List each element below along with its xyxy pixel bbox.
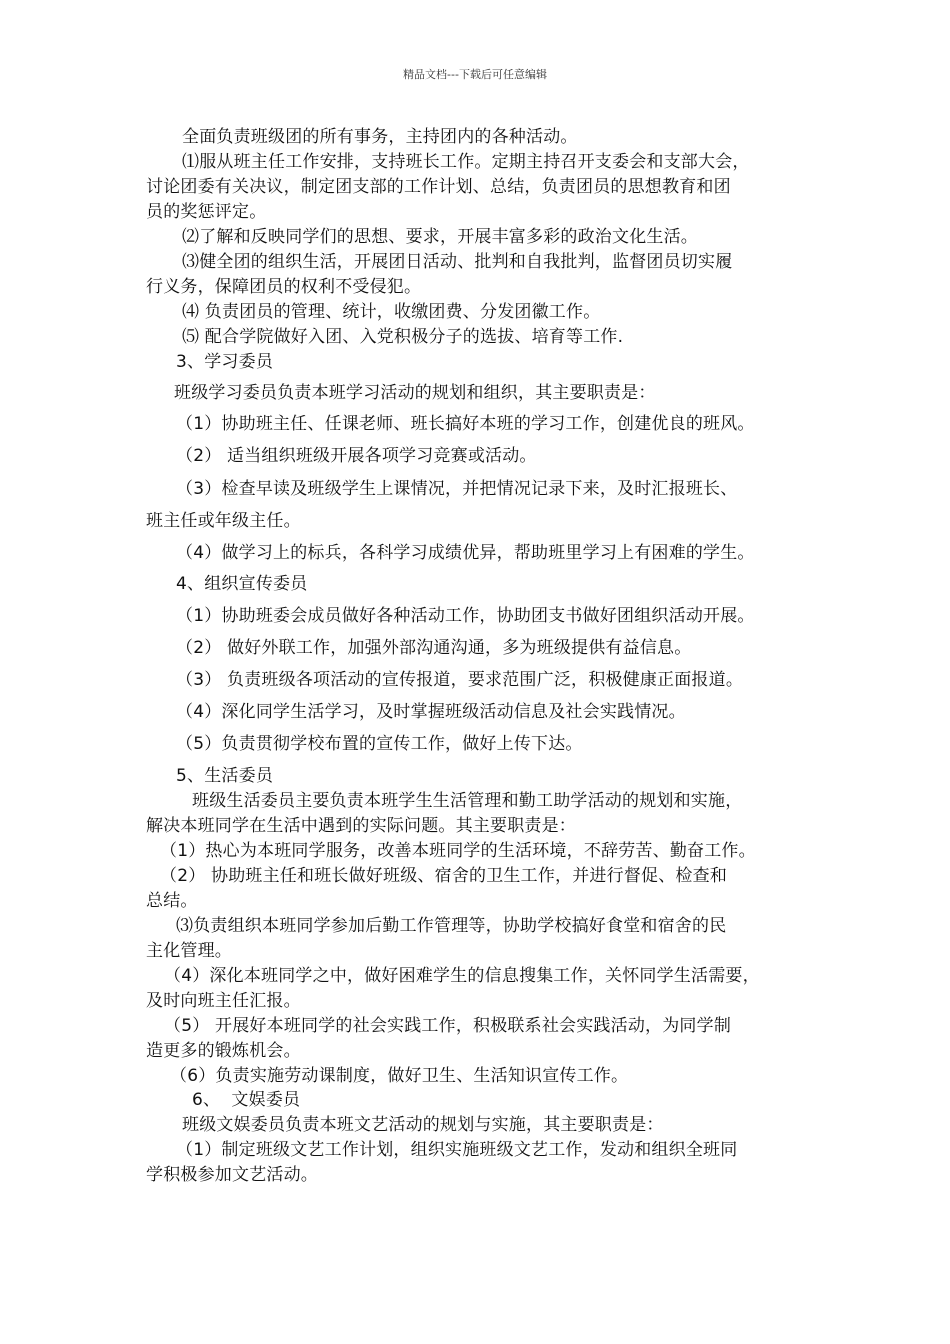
paragraph-line: 学积极参加文艺活动。 <box>146 1165 318 1185</box>
paragraph-line: （2） 协助班主任和班长做好班级、宿舍的卫生工作，并进行督促、检查和 <box>160 866 728 886</box>
paragraph-line: （5） 开展好本班同学的社会实践工作，积极联系社会实践活动，为同学制 <box>164 1016 732 1036</box>
paragraph-line: （1）协助班委会成员做好各种活动工作，协助团支书做好团组织活动开展。 <box>176 606 755 626</box>
paragraph-line: （5）负责贯彻学校布置的宣传工作，做好上传下达。 <box>176 734 583 754</box>
section-heading: 5、生活委员 <box>176 766 274 786</box>
paragraph-line: （1）协助班主任、任课老师、班长搞好本班的学习工作，创建优良的班风。 <box>176 414 755 434</box>
paragraph-line: ⑶健全团的组织生活，开展团日活动、批判和自我批判，监督团员切实履 <box>182 252 733 272</box>
paragraph-line: ⑸ 配合学院做好入团、入党积极分子的选拔、培育等工作. <box>182 327 624 347</box>
paragraph-line: 总结。 <box>146 891 198 911</box>
paragraph-line: 全面负责班级团的所有事务，主持团内的各种活动。 <box>182 127 578 147</box>
paragraph-line: 解决本班同学在生活中遇到的实际问题。其主要职责是： <box>146 816 576 836</box>
paragraph-line: （1）制定班级文艺工作计划，组织实施班级文艺工作，发动和组织全班同 <box>176 1140 738 1160</box>
paragraph-line: 班级学习委员负责本班学习活动的规划和组织，其主要职责是： <box>174 383 656 403</box>
paragraph-line: （4）深化同学生活学习，及时掌握班级活动信息及社会实践情况。 <box>176 702 686 722</box>
section-heading: 3、学习委员 <box>176 352 274 372</box>
paragraph-line: ⑴服从班主任工作安排，支持班长工作。定期主持召开支委会和支部大会， <box>182 152 750 172</box>
paragraph-line: ⑶负责组织本班同学参加后勤工作管理等，协助学校搞好食堂和宿舍的民 <box>176 916 727 936</box>
paragraph-line: （1）热心为本班同学服务，改善本班同学的生活环境，不辞劳苦、勤奋工作。 <box>160 841 756 861</box>
paragraph-line: 主化管理。 <box>146 941 232 961</box>
paragraph-line: 班级文娱委员负责本班文艺活动的规划与实施，其主要职责是： <box>182 1115 664 1135</box>
paragraph-line: ⑵了解和反映同学们的思想、要求，开展丰富多彩的政治文化生活。 <box>182 227 698 247</box>
paragraph-line: 班级生活委员主要负责本班学生生活管理和勤工助学活动的规划和实施， <box>192 791 743 811</box>
paragraph-line: 行义务，保障团员的权利不受侵犯。 <box>146 277 422 297</box>
paragraph-line: （2） 做好外联工作，加强外部沟通沟通，多为班级提供有益信息。 <box>176 638 692 658</box>
paragraph-line: （3） 负责班级各项活动的宣传报道，要求范围广泛，积极健康正面报道。 <box>176 670 744 690</box>
paragraph-line: 讨论团委有关决议，制定团支部的工作计划、总结，负责团员的思想教育和团 <box>146 177 731 197</box>
paragraph-line: （4）做学习上的标兵，各科学习成绩优异，帮助班里学习上有困难的学生。 <box>176 543 755 563</box>
paragraph-line: （2） 适当组织班级开展各项学习竞赛或活动。 <box>176 446 537 466</box>
paragraph-line: 造更多的锻炼机会。 <box>146 1041 301 1061</box>
page-header: 精品文档---下载后可任意编辑 <box>403 68 547 81</box>
paragraph-line: （6）负责实施劳动课制度，做好卫生、生活知识宣传工作。 <box>170 1066 629 1086</box>
paragraph-line: ⑷ 负责团员的管理、统计，收缴团费、分发团徽工作。 <box>182 302 601 322</box>
paragraph-line: 员的奖惩评定。 <box>146 202 267 222</box>
paragraph-line: （4）深化本班同学之中，做好困难学生的信息搜集工作，关怀同学生活需要， <box>164 966 760 986</box>
section-heading: 6、 文娱委员 <box>192 1090 301 1110</box>
paragraph-line: 及时向班主任汇报。 <box>146 991 301 1011</box>
paragraph-line: （3）检查早读及班级学生上课情况，并把情况记录下来，及时汇报班长、 <box>176 479 738 499</box>
paragraph-line: 班主任或年级主任。 <box>146 511 301 531</box>
section-heading: 4、组织宣传委员 <box>176 574 308 594</box>
